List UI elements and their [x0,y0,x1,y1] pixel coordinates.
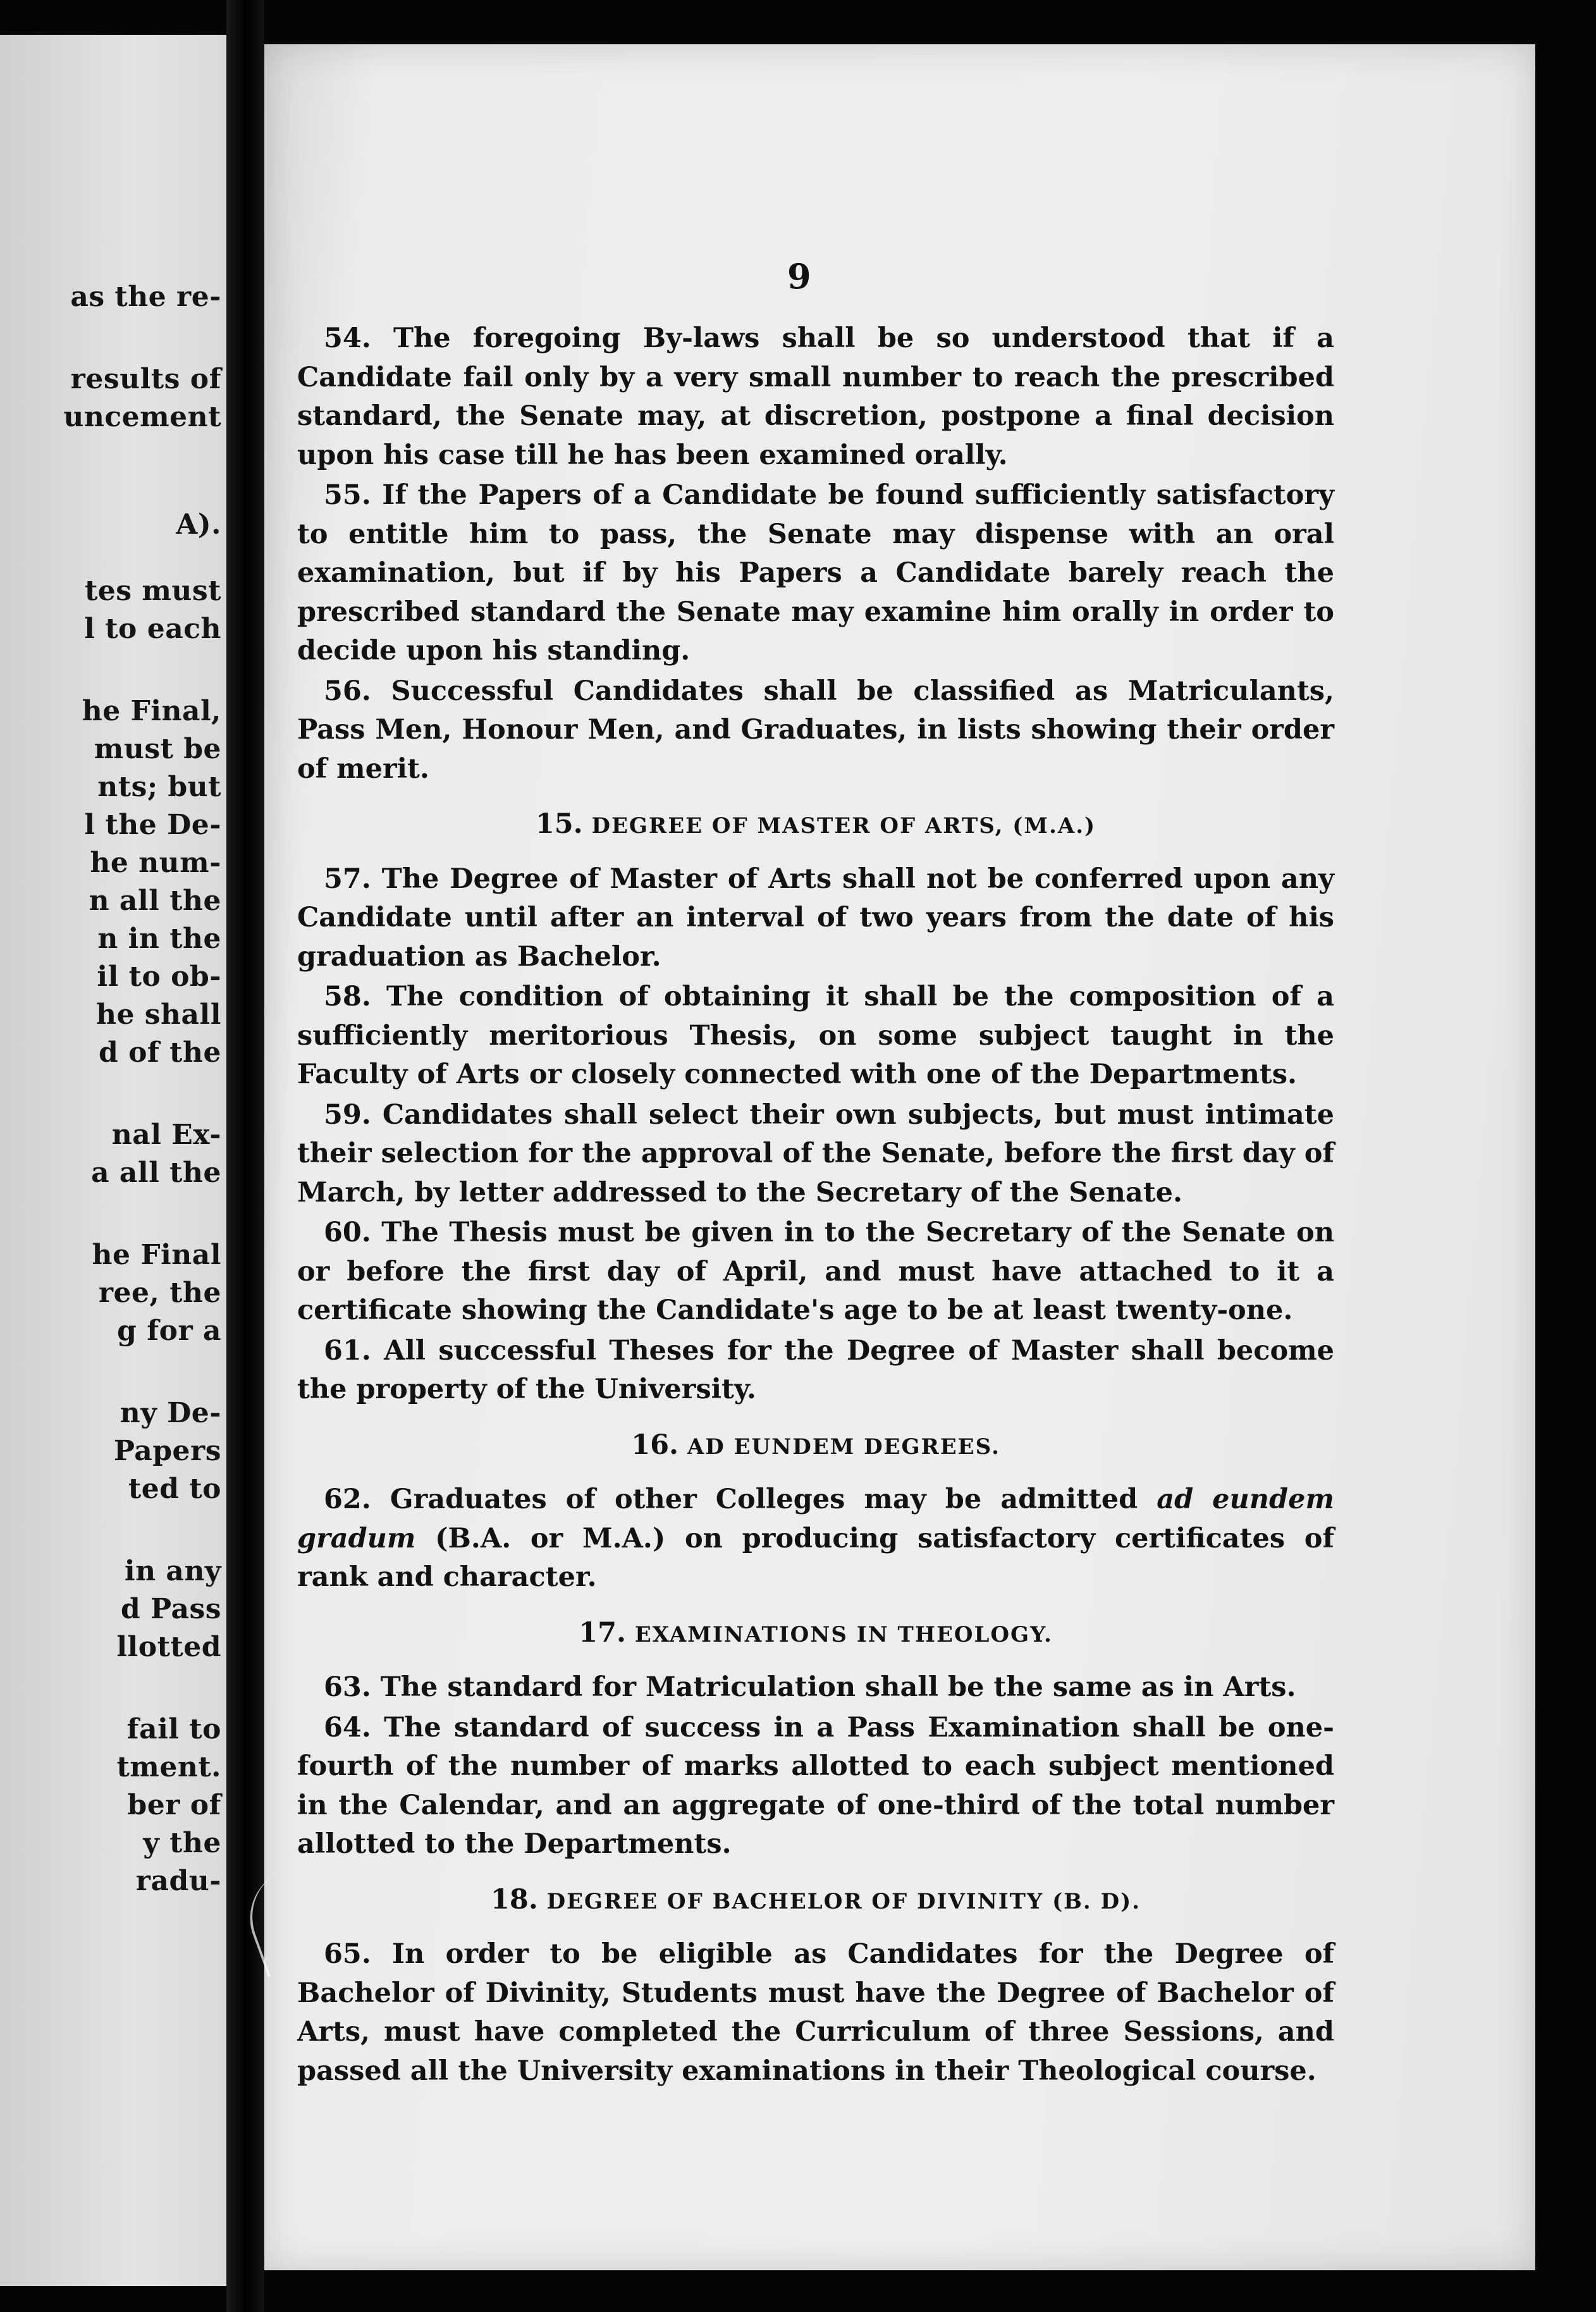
left-page-text-fragment: fail to [126,1713,221,1745]
left-page-text-fragment: ny De- [120,1397,221,1429]
left-page-fragment [0,35,226,2286]
section-number: 16. [631,1429,679,1461]
left-page-text-fragment: tes must [84,575,221,607]
left-page-text-fragment: uncement [63,401,221,433]
paragraph-62-end: (B.A. or M.A.) on producing satisfactory certificates of rank and character. [297,1522,1334,1593]
left-page-text-fragment: he shall [95,999,221,1031]
paragraph-58: 58. The condition of obtaining it shall be the composition of a sufficiently meritorious Thesis, on some subject taught in the Faculty of Arts or closely connected with one of the Departments. [297,981,1334,1090]
left-page-text-fragment: nts; but [97,771,221,803]
left-page-text-fragment: nal Ex- [111,1119,221,1151]
section-title: EXAMINATIONS IN THEOLOGY. [634,1621,1053,1647]
left-page-text-fragment: ber of [127,1789,221,1821]
paragraph-62-latin: ad eundem gradum [297,1484,1334,1554]
left-page-text-fragment: l to each [84,613,221,645]
page-text-body [297,319,1334,2092]
left-page-text-fragment: tment. [116,1751,221,1783]
left-page-text-fragment: he Final [92,1239,221,1271]
left-page-text-fragment: he num- [90,847,221,879]
left-page-text-fragment: he Final, [82,695,221,727]
left-page-text-fragment: d Pass [120,1593,221,1625]
paragraph-55: 55. If the Papers of a Candidate be found sufficiently satisfactory to entitle him to pass, the Senate may dispense with an oral examination, but if by his Papers a Candidate barely reach the prescribed standard the Senate may examine him orally in order to decide upon his standing. [297,479,1334,667]
section-title: AD EUNDEM DEGREES. [687,1434,1000,1460]
paragraph-62-start: 62. Graduates of other Colleges may be admitted [324,1484,1157,1515]
left-page-text-fragment: as the re- [70,281,221,313]
left-page-text-fragment: n in the [97,923,221,955]
paragraph-57: 57. The Degree of Master of Arts shall not be conferred upon any Candidate until after an interval of two years from the date of his graduation as Bachelor. [297,863,1334,973]
left-page-text-fragment: in any [124,1555,221,1587]
left-page-text-fragment: llotted [116,1631,221,1663]
left-page-text-fragment: d of the [99,1036,221,1069]
left-page-text-fragment: g for a [117,1315,221,1347]
paragraph-65: 65. In order to be eligible as Candidates for the Degree of Bachelor of Divinity, Students must have the Degree of Bachelor of Arts, must have completed the Curriculum of three Sessions, and passed all the University examinations in their Theological course. [297,1938,1334,2087]
left-page-text-fragment: results of [70,363,221,395]
page-number: 9 [787,256,811,297]
section-heading-16 [297,1426,1334,1467]
paragraph-54: 54. The foregoing By-laws shall be so understood that if a Candidate fail only by a very small number to reach the prescribed standard, the Senate may, at discretion, postpone a final decision upon his case till he has been examined orally. [297,323,1334,471]
left-page-text-fragment: radu- [135,1865,221,1897]
paragraph-60: 60. The Thesis must be given in to the Secretary of the Senate on or before the first day of April, and must have attached to it a certificate showing the Candidate's age to be at least twenty-one. [297,1217,1334,1326]
left-page-text-fragment: l the De- [84,809,221,841]
left-page-text-fragment: a all the [91,1157,221,1189]
left-page-text-fragment: y the [143,1827,221,1859]
paragraph-56: 56. Successful Candidates shall be classified as Matriculants, Pass Men, Honour Men, and Graduates, in lists showing their order of merit. [297,675,1334,785]
paragraph-59: 59. Candidates shall select their own subjects, but must intimate their selection for the approval of the Senate, before the first day of March, by letter addressed to the Secretary of the Senate. [297,1098,1334,1208]
paragraph-61: 61. All successful Theses for the Degree of Master shall become the property of the University. [297,1334,1334,1405]
left-page-text-fragment: ree, the [98,1277,221,1309]
paragraph-64: 64. The standard of success in a Pass Examination shall be one-fourth of the number of marks allotted to each subject mentioned in the Calendar, and an aggregate of one-third of the total number allotted to the Departments. [297,1711,1334,1860]
left-page-text-fragment: A). [176,508,221,541]
section-title: DEGREE OF BACHELOR OF DIVINITY (B. D). [546,1888,1141,1914]
left-page-text-fragment: Papers [113,1435,221,1467]
section-number: 17. [579,1616,626,1649]
section-title: DEGREE OF MASTER OF ARTS, (M.A.) [591,813,1096,839]
section-heading-15 [297,805,1334,846]
left-page-text-fragment: ted to [128,1473,221,1505]
section-heading-17 [297,1614,1334,1655]
section-heading-18 [297,1881,1334,1922]
section-number: 18. [490,1883,538,1915]
paragraph-62 [297,1480,1334,1597]
left-page-text-fragment: il to ob- [97,961,221,993]
book-gutter [226,0,264,2312]
section-number: 15. [535,808,583,840]
paragraph-63: 63. The standard for Matriculation shall be the same as in Arts. [324,1671,1296,1703]
left-page-text-fragment: must be [94,733,221,765]
left-page-text-fragment: n all the [89,885,221,917]
